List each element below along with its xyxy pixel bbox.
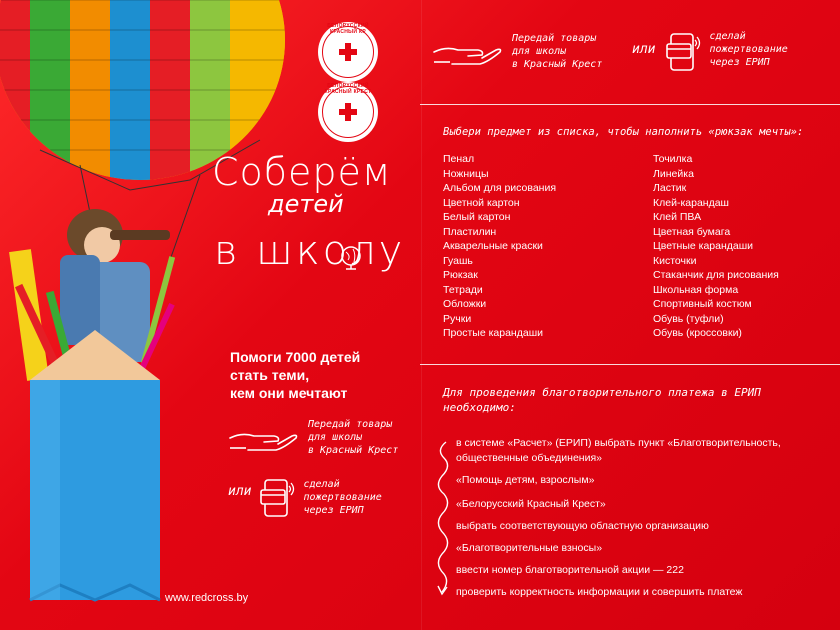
items-list-column-1 [443,152,556,341]
give-line: в Красный Крест [512,59,603,70]
donate-line: через ЕРИП [303,505,364,516]
donate-action-right [632,30,788,74]
help-line: Помоги 7000 детей [230,349,361,365]
list-item: Линейка [653,167,694,180]
items-list-column-2 [653,152,779,341]
give-goods-action-right [432,32,602,72]
give-line: для школы [308,432,363,443]
help-line: стать теми, [230,367,310,383]
balloon-child-illustration [0,0,300,630]
hand-icon [432,38,504,72]
list-item: Клей ПВА [653,211,702,223]
step-item: ввести номер благотворительной акции — 222 [456,564,684,576]
donate-line: сделай [709,31,746,42]
give-line: Передай товары [512,33,597,44]
belarus-red-cross-logo [318,82,378,142]
logo-text: БЕЛОРУССКИЙ КРАСНЫЙ КРЕСТ [324,83,372,95]
list-item: Точилка [653,153,693,165]
step-item: «Помощь детям, взрослым» [456,474,595,486]
step-item: «Благотворительные взносы» [456,542,603,554]
list-item: Кисточки [653,254,697,267]
list-item: Цветная бумага [653,225,731,238]
or-label: или [228,484,252,499]
donate-line: пожертвование [303,492,382,503]
steps-arrow-icon [432,438,454,598]
red-cross-icon [339,43,357,61]
list-item: Ножницы [443,167,489,180]
step-item: общественные объединения» [456,452,602,464]
list-item: Альбом для рисования [443,182,557,194]
payment-title-line: необходимо: [443,401,516,414]
red-cross-logo [318,22,378,82]
step-item: в системе «Расчет» (ЕРИП) выбрать пункт «Благотворительность, [456,437,781,449]
help-line: кем они мечтают [230,385,348,401]
phone-payment-icon [665,30,701,74]
website-url[interactable]: www.redcross.by [165,592,249,604]
donate-line: пожертвование [709,44,788,55]
step-item: выбрать соответствующую областную организацию [456,520,709,532]
list-item: Акварельные краски [443,240,543,252]
list-item: Стаканчик для рисования [653,269,779,281]
list-item: Белый картон [443,211,511,223]
list-title: Выбери предмет из списка, чтобы наполнить «рюкзак мечты»: [443,126,804,138]
list-item: Школьная форма [653,283,739,296]
list-item: Гуашь [443,254,473,267]
give-line: в Красный Крест [308,445,399,456]
list-item: Рюкзак [443,269,478,281]
list-item: Клей-карандаш [653,196,729,209]
list-item: Обувь (кроссовки) [653,327,742,339]
list-item: Цветной картон [443,196,520,209]
payment-title [443,385,823,415]
list-item: Тетради [443,283,483,296]
list-item: Пенал [443,153,475,165]
give-goods-action [228,418,398,458]
list-item: Цветные карандаши [653,240,754,252]
list-item: Ластик [653,182,687,194]
list-item: Ручки [443,312,472,325]
list-item: Обувь (туфли) [653,312,724,325]
separator-line [420,364,840,365]
list-item: Спортивный костюм [653,298,752,310]
or-label: или [632,42,656,57]
headline-line2: детей [268,190,344,218]
donate-line: сделай [303,479,340,490]
headline-line3: в школу [214,228,406,274]
globe-icon [338,244,364,270]
give-line: Передай товары [308,419,393,430]
list-item: Простые карандаши [443,327,543,339]
donate-action [228,478,382,518]
panel-divider [421,0,422,630]
list-item: Пластилин [443,225,497,238]
red-cross-icon [339,103,357,121]
phone-payment-icon [259,478,295,518]
step-item: проверить корректность информации и совершить платеж [456,586,743,598]
give-line: для школы [512,46,567,57]
donate-line: через ЕРИП [709,57,770,68]
list-item: Обложки [443,298,487,310]
logo-text: БЕЛОРУССКИЙ КРАСНЫЙ КР [327,23,369,35]
separator-line [420,104,840,105]
hand-icon [228,424,300,458]
help-message [230,348,410,402]
payment-title-line: Для проведения благотворительного платежа в ЕРИП [443,386,761,399]
headline-line1: Соберём [212,150,392,194]
step-item: «Белорусский Красный Крест» [456,498,606,510]
